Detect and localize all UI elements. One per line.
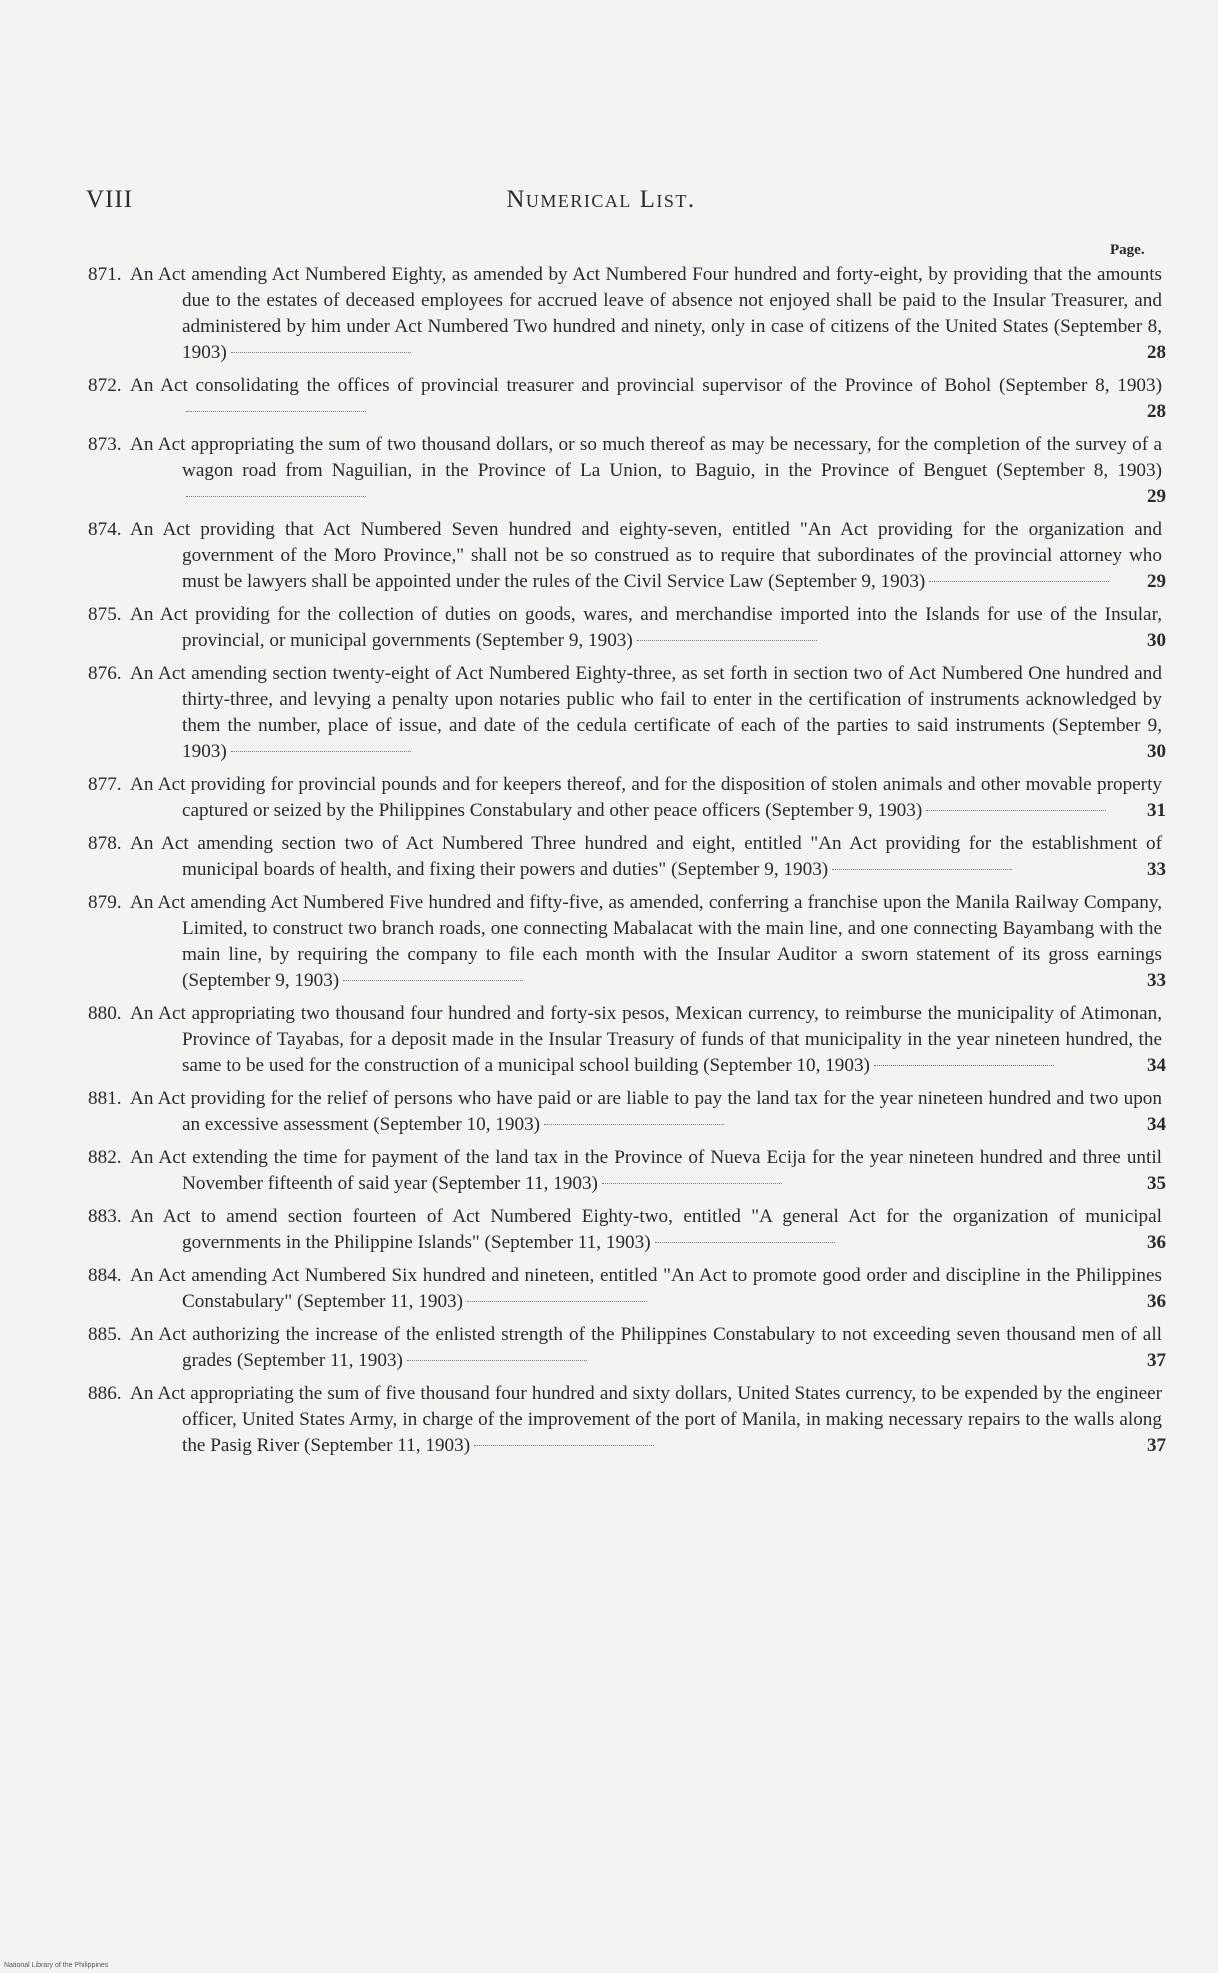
act-description: An Act providing that Act Numbered Seven hundred and eighty-seven, entitled "An Act providing for the organization and government of the Moro Province," shall not be so construed as to require that subordinates of the provincial attorney who must be lawyers shall be appointed under the rules of the Civil Service Law (September 9, 1903) — [130, 519, 1162, 592]
dot-leader — [231, 751, 411, 752]
page-reference: 34 — [1147, 1114, 1166, 1135]
act-description: An Act amending section two of Act Numbered Three hundred and eight, entitled "An Act providing for the establishment of municipal boards of health, and fixing their powers and duties" (September 9, 1903) — [130, 833, 1162, 880]
list-item — [88, 1086, 1178, 1138]
page-reference: 30 — [1147, 741, 1166, 762]
list-item — [88, 772, 1178, 824]
dot-leader — [343, 980, 523, 981]
page-column-label: Page. — [1110, 242, 1145, 258]
list-item — [88, 1381, 1178, 1459]
page-reference: 31 — [1147, 800, 1166, 821]
page-reference: 36 — [1147, 1232, 1166, 1253]
dot-leader — [186, 496, 366, 497]
dot-leader — [544, 1124, 724, 1125]
list-item — [88, 262, 1178, 366]
page-reference: 28 — [1147, 401, 1166, 422]
act-description: An Act authorizing the increase of the enlisted strength of the Philippines Constabulary to not exceeding seven thousand men of all grades (September 11, 1903) — [130, 1324, 1162, 1371]
act-number: 883. — [88, 1206, 122, 1227]
act-description: An Act appropriating the sum of five thousand four hundred and sixty dollars, United States currency, to be expended by the engineer officer, United States Army, in charge of the improvement of the port of Manila, in making necessary repairs to the walls along the Pasig River (September 11, 1903) — [130, 1383, 1162, 1456]
act-number: 886. — [88, 1383, 122, 1404]
dot-leader — [874, 1065, 1054, 1066]
list-item — [88, 890, 1178, 994]
page-header — [86, 186, 1116, 226]
act-description: An Act amending Act Numbered Six hundred and nineteen, entitled "An Act to promote good order and discipline in the Philippines Constabulary" (September 11, 1903) — [130, 1265, 1162, 1312]
act-number: 884. — [88, 1265, 122, 1286]
dot-leader — [231, 352, 411, 353]
act-number: 876. — [88, 663, 122, 684]
list-item — [88, 831, 1178, 883]
list-item — [88, 1322, 1178, 1374]
dot-leader — [602, 1183, 782, 1184]
act-description: An Act amending Act Numbered Eighty, as amended by Act Numbered Four hundred and forty-eight, by providing that the amounts due to the estates of deceased employees for accrued leave of absence not enjoyed shall be paid to the Insular Treasurer, and administered by him under Act Numbered Two hundred and ninety, only in case of citizens of the United States (September 8, 1903) — [130, 264, 1162, 363]
library-footer-tag: National Library of the Philippines — [4, 1962, 109, 1969]
page-reference: 37 — [1147, 1350, 1166, 1371]
dot-leader — [929, 581, 1109, 582]
act-number: 878. — [88, 833, 122, 854]
list-item — [88, 1263, 1178, 1315]
page-reference: 37 — [1147, 1435, 1166, 1456]
page-reference: 30 — [1147, 630, 1166, 651]
page-reference: 28 — [1147, 342, 1166, 363]
list-item — [88, 373, 1178, 425]
dot-leader — [832, 869, 1012, 870]
page-reference: 33 — [1147, 859, 1166, 880]
page-reference: 33 — [1147, 970, 1166, 991]
dot-leader — [926, 810, 1106, 811]
act-number: 871. — [88, 264, 122, 285]
list-item — [88, 602, 1178, 654]
act-number: 881. — [88, 1088, 122, 1109]
act-number: 882. — [88, 1147, 122, 1168]
act-description: An Act providing for the relief of persons who have paid or are liable to pay the land tax for the year nineteen hundred and two upon an excessive assessment (September 10, 1903) — [130, 1088, 1162, 1135]
running-title: Numerical List. — [506, 186, 696, 213]
dot-leader — [637, 640, 817, 641]
act-number: 879. — [88, 892, 122, 913]
dot-leader — [407, 1360, 587, 1361]
act-number: 874. — [88, 519, 122, 540]
page-reference: 34 — [1147, 1055, 1166, 1076]
list-item — [88, 1145, 1178, 1197]
act-description: An Act extending the time for payment of the land tax in the Province of Nueva Ecija for the year nineteen hundred and three until November fifteenth of said year (September 11, 1903) — [130, 1147, 1162, 1194]
act-number: 885. — [88, 1324, 122, 1345]
dot-leader — [186, 411, 366, 412]
list-item — [88, 1204, 1178, 1256]
dot-leader — [467, 1301, 647, 1302]
list-item — [88, 1001, 1178, 1079]
list-item — [88, 661, 1178, 765]
act-description: An Act providing for provincial pounds and for keepers thereof, and for the disposition of stolen animals and other movable property captured or seized by the Philippines Constabulary and other peace officers (September 9, 1903) — [130, 774, 1162, 821]
act-description: An Act consolidating the offices of provincial treasurer and provincial supervisor of the Province of Bohol (September 8, 1903) — [130, 375, 1162, 396]
act-number: 880. — [88, 1003, 122, 1024]
list-item — [88, 432, 1178, 510]
page-number: VIII — [86, 186, 134, 213]
page-reference: 36 — [1147, 1291, 1166, 1312]
act-number: 875. — [88, 604, 122, 625]
act-description: An Act appropriating two thousand four hundred and forty-six pesos, Mexican currency, to reimburse the municipality of Atimonan, Province of Tayabas, for a deposit made in the Insular Treasury of funds of that municipality in the year nineteen hundred, the same to be used for the construction of a municipal school building (September 10, 1903) — [130, 1003, 1162, 1076]
page-reference: 29 — [1147, 486, 1166, 507]
act-description: An Act amending section twenty-eight of Act Numbered Eighty-three, as set forth in section two of Act Numbered One hundred and thirty-three, and levying a penalty upon notaries public who fail to enter in the certification of instruments acknowledged by them the number, place of issue, and date of the cedula certificate of each of the parties to said instruments (September 9, 1903) — [130, 663, 1162, 762]
act-list — [88, 262, 1178, 1466]
act-number: 877. — [88, 774, 122, 795]
dot-leader — [655, 1242, 835, 1243]
page-reference: 29 — [1147, 571, 1166, 592]
act-number: 873. — [88, 434, 122, 455]
act-description: An Act amending Act Numbered Five hundred and fifty-five, as amended, conferring a franchise upon the Manila Railway Company, Limited, to construct two branch roads, one connecting Mabalacat with the main line, and one connecting Bayambang with the main line, by requiring the company to file each month with the Insular Auditor a sworn statement of its gross earnings (September 9, 1903) — [130, 892, 1162, 991]
act-number: 872. — [88, 375, 122, 396]
act-description: An Act appropriating the sum of two thousand dollars, or so much thereof as may be necessary, for the completion of the survey of a wagon road from Naguilian, in the Province of La Union, to Baguio, in the Province of Benguet (September 8, 1903) — [130, 434, 1162, 481]
act-description: An Act providing for the collection of duties on goods, wares, and merchandise imported into the Islands for use of the Insular, provincial, or municipal governments (September 9, 1903) — [130, 604, 1162, 651]
list-item — [88, 517, 1178, 595]
act-description: An Act to amend section fourteen of Act Numbered Eighty-two, entitled "A general Act for the organization of municipal governments in the Philippine Islands" (September 11, 1903) — [130, 1206, 1162, 1253]
page-reference: 35 — [1147, 1173, 1166, 1194]
dot-leader — [474, 1445, 654, 1446]
